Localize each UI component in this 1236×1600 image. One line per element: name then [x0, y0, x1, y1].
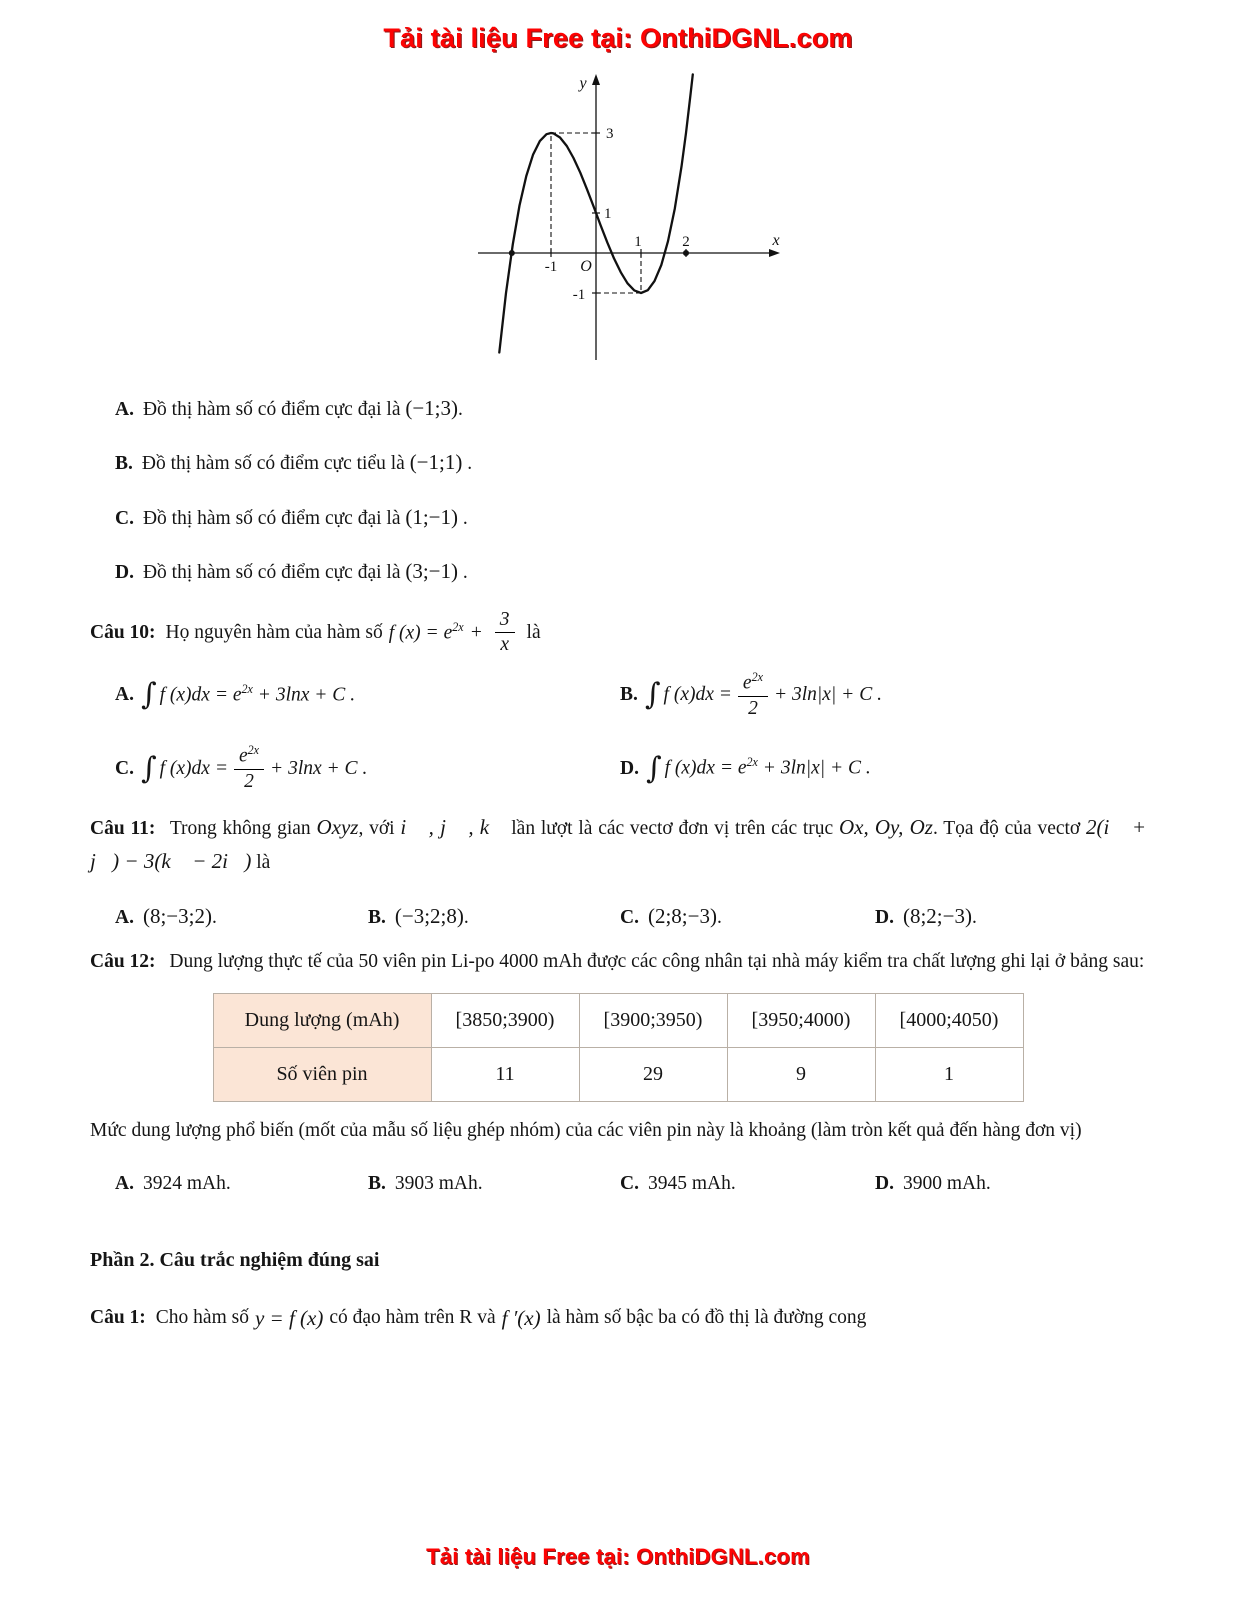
math-formula [665, 753, 871, 784]
label-xneg1: -1 [544, 258, 557, 275]
option-period: . [716, 906, 722, 928]
question-text: , với [358, 818, 395, 840]
integral-sign: ∫ [140, 750, 157, 786]
fraction [234, 744, 264, 793]
option-label: D. [115, 561, 134, 583]
q11-stem [90, 811, 1146, 877]
integral-sign: ∫ [644, 677, 661, 713]
question-text: Dung lượng thực tế của 50 viên pin Li-po 4000 mAh được các công nhân tại nhà máy kiểm tra chất lượng ghi lại ở bảng sau: [169, 951, 1145, 973]
x-axis-label: x [771, 231, 780, 249]
option-period: . [463, 906, 469, 928]
fraction-denominator: x [500, 634, 509, 656]
question-text: là hàm số bậc ba có đồ thị là đường cong [546, 1306, 867, 1328]
y-axis-arrow [592, 74, 600, 85]
battery-table [213, 993, 1024, 1102]
fraction-numerator [234, 744, 264, 770]
q11-option-d [875, 900, 1146, 933]
option-period: . [458, 507, 468, 529]
option-value: 3924 mAh. [142, 1172, 231, 1194]
q9-option-a [115, 392, 1146, 425]
label-x1: 1 [633, 233, 642, 250]
option-label: A. [115, 684, 134, 706]
table-cell-range: [3900;3950) [579, 994, 727, 1048]
option-period: . [462, 453, 473, 475]
math-base: e [742, 672, 752, 694]
table-cell-count: 1 [875, 1048, 1023, 1102]
q9-option-c [115, 501, 1146, 534]
footer-banner: Tải tài liệu Free tại: OnthiDGNL.com [426, 1543, 810, 1569]
table-cell-count: 11 [431, 1048, 579, 1102]
math-axes: Ox, Oy, Oz [838, 815, 933, 840]
table-cell-range: [3850;3900) [431, 994, 579, 1048]
option-value: (2;8;−3) [647, 903, 717, 928]
label-y3: 3 [605, 125, 613, 142]
q9-option-d [115, 555, 1146, 588]
math-formula [160, 680, 355, 711]
fraction [738, 671, 768, 720]
option-label: D. [875, 906, 894, 928]
header-banner: Tải tài liệu Free tại: OnthiDGNL.com [383, 23, 853, 53]
option-value: 3945 mAh. [647, 1172, 736, 1194]
q12-option-d [875, 1169, 1146, 1199]
label-yneg1: -1 [572, 286, 585, 303]
q12-option-b [368, 1169, 620, 1199]
table-cell-count: 9 [727, 1048, 875, 1102]
part2-title: Phần 2. Câu trắc nghiệm đúng sai [90, 1248, 380, 1271]
table-row-capacity [213, 994, 1023, 1048]
option-label: D. [875, 1172, 894, 1194]
label-y1: 1 [603, 205, 611, 222]
option-period: . [971, 906, 977, 928]
math-plus: + [469, 621, 483, 643]
math-tail: + 3ln|x| + C . [773, 684, 882, 706]
question-text: lần lượt là các vectơ đơn vị trên các trục [511, 818, 834, 840]
table-cell-range: [4000;4050) [875, 994, 1023, 1048]
table-row-count [213, 1048, 1023, 1102]
q11-options [115, 900, 1146, 933]
option-label: A. [115, 906, 134, 928]
math-y-fx: y = f (x) [254, 1305, 324, 1330]
option-label: B. [115, 453, 133, 475]
option-text: Đồ thị hàm số có điểm cực đại là [142, 561, 401, 583]
question-text: . Tọa độ của vectơ [932, 818, 1081, 840]
math-formula: f (x)dx = [159, 757, 228, 779]
q10-option-a [115, 671, 620, 720]
option-period: . [458, 399, 463, 421]
option-label: C. [115, 757, 134, 779]
question-tail: là [526, 621, 541, 643]
x-axis-arrow [769, 249, 780, 257]
label-x2: 2 [681, 233, 690, 250]
fraction [495, 609, 515, 657]
fraction-denominator: 2 [244, 771, 254, 793]
q11-option-c [620, 900, 875, 933]
origin-label: O [579, 257, 592, 275]
table-cell-range: [3950;4000) [727, 994, 875, 1048]
function-graph [90, 68, 1146, 378]
q10-option-c [115, 744, 620, 793]
option-period: . [211, 906, 217, 928]
q10-option-b [620, 671, 1146, 720]
math-tail: + 3lnx + C . [252, 684, 356, 706]
question-text: Cho hàm số [155, 1306, 249, 1328]
option-label: B. [368, 1172, 386, 1194]
option-text: Đồ thị hàm số có điểm cực đại là [142, 399, 401, 421]
table-header-capacity: Dung lượng (mAh) [213, 994, 431, 1048]
math-base: f (x)dx = e [159, 684, 242, 706]
option-value: (1;−1) [405, 504, 459, 529]
math-tail: + 3ln|x| + C . [757, 757, 871, 779]
question-text: Trong không gian [169, 818, 311, 840]
math-fx [389, 618, 464, 649]
option-value: (−1;3) [405, 396, 459, 421]
fraction-numerator [738, 671, 768, 697]
math-exponent: 2x [452, 619, 464, 634]
option-label: C. [620, 906, 639, 928]
question-text: có đạo hàm trên R và [329, 1306, 496, 1328]
cubic-graph-svg [446, 68, 791, 368]
min-point-guides [596, 253, 641, 293]
option-value: (8;2;−3) [902, 903, 972, 928]
math-f-prime: f ′(x) [501, 1305, 541, 1330]
question-number: Câu 11: [90, 818, 156, 840]
q9-option-b [115, 446, 1146, 479]
math-base: f (x)dx = e [664, 757, 747, 779]
option-label: D. [620, 757, 639, 779]
option-value: (3;−1) [405, 558, 459, 583]
integral-sign: ∫ [645, 750, 662, 786]
question-text: Họ nguyên hàm của hàm số [165, 621, 383, 643]
part2-q1-stem [90, 1302, 1146, 1335]
math-base: e [238, 745, 248, 767]
option-label: A. [115, 1172, 134, 1194]
math-oxyz: Oxyz [316, 815, 359, 840]
table-cell-count: 29 [579, 1048, 727, 1102]
math-exponent: 2x [247, 743, 260, 758]
table-header-count: Số viên pin [213, 1048, 431, 1102]
question-number: Câu 1: [90, 1306, 146, 1328]
math-vector-expression: 2(i⃗ + j⃗) − 3(k⃗ − 2i⃗) [90, 815, 1147, 873]
q9-options [90, 392, 1146, 588]
q12-option-c [620, 1169, 875, 1199]
option-label: C. [115, 507, 134, 529]
question-number: Câu 12: [90, 951, 156, 973]
option-period: . [458, 561, 468, 583]
question-number: Câu 10: [90, 621, 156, 643]
integral-sign: ∫ [140, 677, 157, 713]
math-formula: f (x)dx = [663, 684, 732, 706]
q10-option-d [620, 744, 1146, 793]
option-label: A. [115, 399, 134, 421]
fraction-numerator: 3 [495, 609, 515, 633]
option-label: B. [368, 906, 386, 928]
option-text: Đồ thị hàm số có điểm cực tiểu là [141, 453, 405, 475]
y-axis-label: y [578, 74, 587, 92]
q10-stem [90, 609, 1146, 657]
option-text: Đồ thị hàm số có điểm cực đại là [142, 507, 401, 529]
option-value: 3903 mAh. [394, 1172, 483, 1194]
axis-dot-left [508, 250, 514, 256]
option-value: (−3;2;8) [394, 903, 464, 928]
math-exponent: 2x [751, 669, 763, 684]
q12-stem [90, 947, 1146, 977]
q12-note: Mức dung lượng phổ biến (mốt của mẫu số liệu ghép nhóm) của các viên pin này là khoảng (làm tròn kết quả đến hàng đơn vị) [90, 1120, 1082, 1142]
q12-options [115, 1169, 1146, 1199]
math-tail: + 3lnx + C . [270, 757, 368, 779]
fraction-denominator: 2 [748, 697, 758, 719]
q11-option-a [115, 900, 368, 933]
math-exponent: 2x [746, 755, 758, 770]
option-value: (−1;1) [409, 450, 463, 475]
question-tail: là [256, 851, 271, 873]
math-exponent: 2x [241, 682, 253, 697]
q11-option-b [368, 900, 620, 933]
axis-dot-x2 [683, 250, 689, 256]
q10-options [115, 671, 1146, 794]
math-base: f (x) = e [388, 622, 453, 643]
math-unit-vectors: i⃗ , j⃗ , k⃗ [400, 815, 506, 840]
option-value: 3900 mAh. [902, 1172, 991, 1194]
option-label: C. [620, 1172, 639, 1194]
q12-option-a [115, 1169, 368, 1199]
option-value: (8;−3;2) [142, 903, 212, 928]
option-label: B. [620, 684, 638, 706]
